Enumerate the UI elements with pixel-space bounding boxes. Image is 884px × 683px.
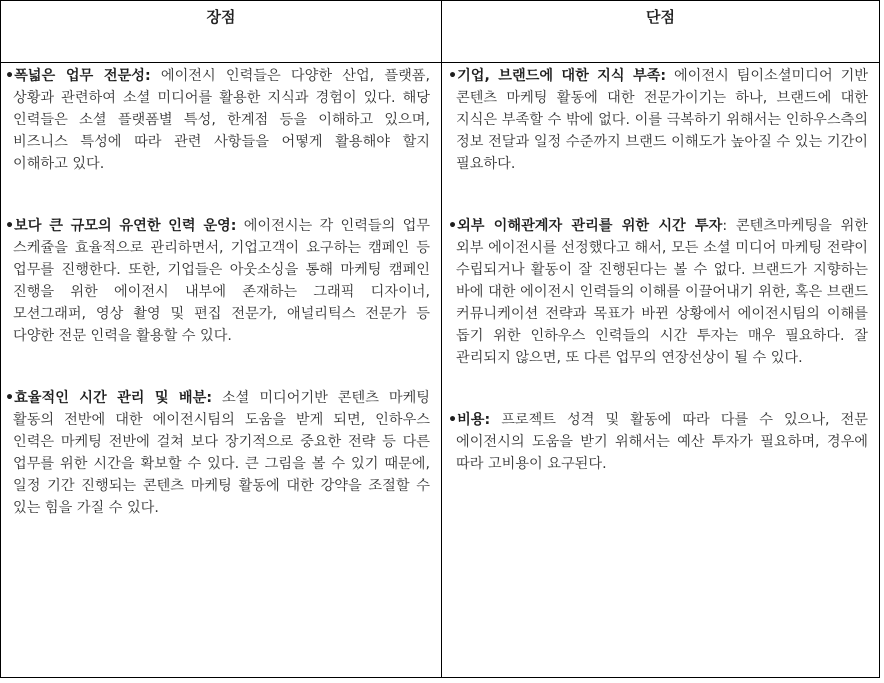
disadvantage-text: 에이전시 팀이소셜미디어 기반 콘텐츠 마케팅 활동에 대한 전문가이기는 하나, 브랜드에 대한 지식은 부족할 수 밖에 없다. 이를 극복하기 위해서는 인하우스측의 정보 전달과 일정 수준까지 브랜드 이해도가 높아질 수 있는 기간이 필요하다. <box>456 68 868 172</box>
disadvantage-title: 외부 이해관계자 관리를 위한 시간 투자 <box>457 218 723 234</box>
disadvantage-item-1 <box>448 65 868 175</box>
disadvantage-title: 비용: <box>457 412 491 428</box>
advantage-item-1 <box>5 65 430 175</box>
advantage-title: 보다 큰 규모의 유연한 인력 운영: <box>14 218 237 234</box>
advantage-title: 폭넓은 업무 전문성: <box>14 68 151 84</box>
disadvantage-item-3 <box>448 409 868 475</box>
bullet: • <box>448 412 458 428</box>
disadvantage-item-2 <box>448 215 868 369</box>
advantage-item-2 <box>5 215 430 347</box>
header-disadvantages: 단점 <box>442 1 880 63</box>
advantage-title: 효율적인 시간 관리 및 배분: <box>14 390 213 406</box>
header-advantages: 장점 <box>1 1 442 63</box>
advantage-text: 에이전시 인력들은 다양한 산업, 플랫폼, 상황과 관련하여 소셜 미디어를 활용한 지식과 경험이 있다. 해당 인력들은 소셜 플랫폼별 특성, 한계점 등을 이해하고 있으며, 비즈니스 특성에 따라 관련 사항들을 어떻게 활용해야 할지 이해하고 있다. <box>13 68 430 172</box>
bullet: • <box>5 218 15 234</box>
table-body-row <box>1 63 880 678</box>
bullet: • <box>448 218 458 234</box>
disadvantages-cell <box>442 63 880 678</box>
disadvantage-text: 프로젝트 성격 및 활동에 따라 다를 수 있으나, 전문 에이전시의 도움을 받기 위해서는 예산 투자가 필요하며, 경우에 따라 고비용이 요구된다. <box>456 412 868 472</box>
disadvantage-title: 기업, 브랜드에 대한 지식 부족: <box>457 68 667 84</box>
bullet: • <box>5 390 15 406</box>
disadvantage-text: : 콘텐츠마케팅을 위한 외부 에이전시를 선정했다고 해서, 모든 소셜 미디어 마케팅 전략이 수립되거나 활동이 잘 진행된다는 볼 수 없다. 브랜드가 지향하는 바에 대한 에이전시 인력들의 이해를 이끌어내기 위한, 혹은 브랜드 커뮤니케이션 전략과 목표가 바뀐 상황에서 에이전시팀의 이해를 돕기 위한 인하우스 인력들의 시간 투자는 매우 필요하다. 잘 관리되지 않으면, 또 다른 업무의 연장선상이 될 수 있다. <box>456 218 868 366</box>
advantages-cell <box>1 63 442 678</box>
table-header-row <box>1 1 880 63</box>
bullet: • <box>5 68 15 84</box>
advantage-item-3 <box>5 387 430 519</box>
advantage-text: 에이전시는 각 인력들의 업무 스케쥴을 효율적으로 관리하면서, 기업고객이 요구하는 캠페인 등 업무를 진행한다. 또한, 기업들은 아웃소싱을 통해 마케팅 캠페인 진행을 위한 에이전시 내부에 존재하는 그래픽 디자이너, 모션그래퍼, 영상 촬영 및 편집 전문가, 애널리틱스 전문가 등 다양한 전문 인력을 활용할 수 있다. <box>13 218 430 344</box>
bullet: • <box>448 68 458 84</box>
advantage-text: 소셜 미디어기반 콘텐츠 마케팅 활동의 전반에 대한 에이전시팀의 도움을 받게 되면, 인하우스 인력은 마케팅 전반에 걸쳐 보다 장기적으로 중요한 전략 등 다른 업무를 위한 시간을 확보할 수 있다. 큰 그림을 볼 수 있기 때문에, 일정 기간 진행되는 콘텐츠 마케팅 활동에 대한 강약을 조절할 수 있는 힘을 가질 수 있다. <box>13 390 430 516</box>
